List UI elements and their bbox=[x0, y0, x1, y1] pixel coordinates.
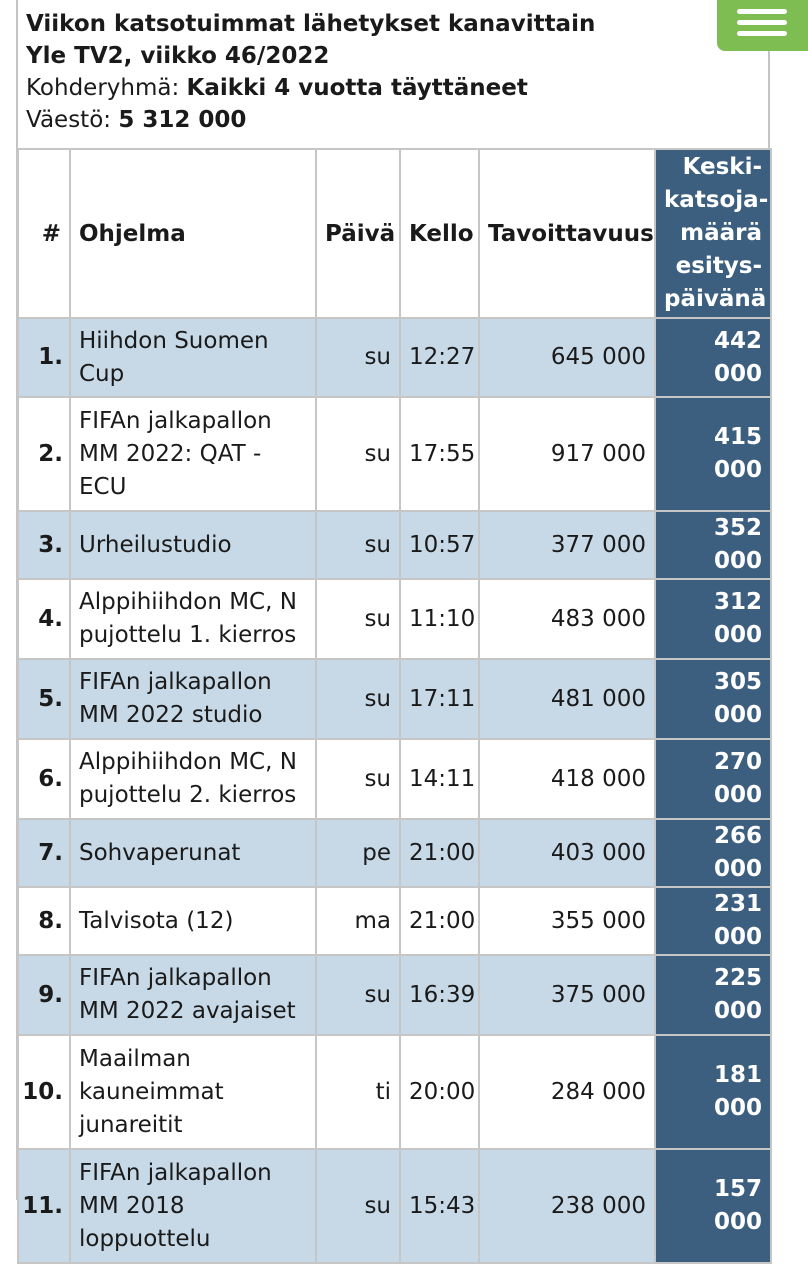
program-name-line: Alppihiihdon MC, N bbox=[79, 589, 297, 615]
day-cell: su bbox=[316, 659, 400, 739]
program-name-line: Alppihiihdon MC, N bbox=[79, 749, 297, 775]
day-cell: su bbox=[316, 955, 400, 1035]
day-cell: su bbox=[316, 1149, 400, 1263]
program-name-line: MM 2018 bbox=[79, 1192, 185, 1219]
table-row bbox=[18, 318, 771, 397]
time-cell: 14:11 bbox=[400, 739, 479, 819]
average-viewers-cell: 305 000 bbox=[655, 659, 771, 739]
program-name-line: ECU bbox=[79, 473, 127, 500]
avg-header-line: määrä bbox=[680, 220, 762, 246]
table-row bbox=[18, 659, 771, 739]
population bbox=[26, 104, 716, 136]
reach-cell: 377 000 bbox=[479, 511, 655, 579]
rank-cell: 8. bbox=[18, 887, 70, 955]
program-cell bbox=[70, 819, 316, 887]
program-cell bbox=[70, 659, 316, 739]
average-viewers-cell: 181 000 bbox=[655, 1035, 771, 1149]
program-name-line: Talvisota (12) bbox=[79, 907, 234, 934]
program-name-line: pujottelu 1. kierros bbox=[79, 622, 297, 648]
rank-cell: 5. bbox=[18, 659, 70, 739]
rank-cell: 7. bbox=[18, 819, 70, 887]
reach-cell: 375 000 bbox=[479, 955, 655, 1035]
reach-cell: 355 000 bbox=[479, 887, 655, 955]
time-cell: 11:10 bbox=[400, 579, 479, 659]
program-cell bbox=[70, 511, 316, 579]
population-value: 5 312 000 bbox=[118, 107, 247, 133]
program-name-line: MM 2022 studio bbox=[79, 702, 263, 728]
ratings-table bbox=[17, 148, 772, 1264]
reach-cell: 917 000 bbox=[479, 397, 655, 511]
day-cell: ma bbox=[316, 887, 400, 955]
population-label: Väestö: bbox=[26, 107, 112, 133]
average-viewers-cell: 312 000 bbox=[655, 579, 771, 659]
menu-bar bbox=[737, 20, 787, 25]
report-title: Viikon katsotuimmat lähetykset kanavittain bbox=[26, 11, 596, 37]
reach-cell: 483 000 bbox=[479, 579, 655, 659]
program-cell bbox=[70, 955, 316, 1035]
rank-cell: 11. bbox=[18, 1149, 70, 1263]
program-name-line: kauneimmat bbox=[79, 1078, 224, 1105]
target-group bbox=[26, 72, 716, 104]
program-name-line: MM 2022 avajaiset bbox=[79, 998, 296, 1024]
average-viewers-cell: 352 000 bbox=[655, 511, 771, 579]
time-cell: 21:00 bbox=[400, 819, 479, 887]
table-row bbox=[18, 739, 771, 819]
menu-bar bbox=[737, 9, 787, 14]
program-name-line: junareitit bbox=[79, 1111, 183, 1138]
avg-header-line: Keski- bbox=[682, 154, 762, 180]
program-name-line: FIFAn jalkapallon bbox=[79, 1159, 272, 1186]
average-viewers-cell: 266 000 bbox=[655, 819, 771, 887]
reach-cell: 418 000 bbox=[479, 739, 655, 819]
rank-cell: 1. bbox=[18, 318, 70, 397]
time-cell: 20:00 bbox=[400, 1035, 479, 1149]
rank-cell: 9. bbox=[18, 955, 70, 1035]
report-subtitle: Yle TV2, viikko 46/2022 bbox=[26, 43, 330, 69]
rank-cell: 2. bbox=[18, 397, 70, 511]
time-cell: 17:55 bbox=[400, 397, 479, 511]
column-header-rank: # bbox=[18, 149, 70, 318]
time-cell: 17:11 bbox=[400, 659, 479, 739]
program-name-line: Sohvaperunat bbox=[79, 839, 241, 866]
day-cell: su bbox=[316, 318, 400, 397]
day-cell: ti bbox=[316, 1035, 400, 1149]
average-viewers-cell: 157 000 bbox=[655, 1149, 771, 1263]
average-viewers-cell: 270 000 bbox=[655, 739, 771, 819]
program-cell bbox=[70, 1035, 316, 1149]
program-cell bbox=[70, 579, 316, 659]
rank-cell: 10. bbox=[18, 1035, 70, 1149]
average-viewers-cell: 415 000 bbox=[655, 397, 771, 511]
program-cell bbox=[70, 887, 316, 955]
rank-cell: 4. bbox=[18, 579, 70, 659]
time-cell: 10:57 bbox=[400, 511, 479, 579]
time-cell: 12:27 bbox=[400, 318, 479, 397]
reach-cell: 284 000 bbox=[479, 1035, 655, 1149]
day-cell: pe bbox=[316, 819, 400, 887]
program-name-line: FIFAn jalkapallon bbox=[79, 669, 272, 695]
table-row bbox=[18, 819, 771, 887]
average-viewers-cell: 231 000 bbox=[655, 887, 771, 955]
program-cell bbox=[70, 739, 316, 819]
hamburger-menu-icon[interactable] bbox=[717, 0, 808, 51]
time-cell: 16:39 bbox=[400, 955, 479, 1035]
day-cell: su bbox=[316, 511, 400, 579]
column-header-program: Ohjelma bbox=[70, 149, 316, 318]
avg-header-line: esitys- bbox=[675, 253, 762, 279]
table-header-row bbox=[18, 149, 771, 318]
day-cell: su bbox=[316, 579, 400, 659]
report-header bbox=[26, 8, 716, 136]
table-row bbox=[18, 579, 771, 659]
program-name-line: loppuottelu bbox=[79, 1225, 211, 1252]
column-header-time: Kello bbox=[400, 149, 479, 318]
program-cell bbox=[70, 318, 316, 397]
table-row bbox=[18, 511, 771, 579]
rank-cell: 6. bbox=[18, 739, 70, 819]
reach-cell: 645 000 bbox=[479, 318, 655, 397]
reach-cell: 481 000 bbox=[479, 659, 655, 739]
table-row bbox=[18, 1149, 771, 1263]
program-name-line: FIFAn jalkapallon bbox=[79, 965, 272, 991]
avg-header-line: katsoja- bbox=[664, 187, 769, 213]
day-cell: su bbox=[316, 739, 400, 819]
column-header-day: Päivä bbox=[316, 149, 400, 318]
program-name-line: Maailman bbox=[79, 1045, 191, 1072]
program-name-line: Hiihdon Suomen bbox=[79, 327, 269, 354]
time-cell: 15:43 bbox=[400, 1149, 479, 1263]
reach-cell: 238 000 bbox=[479, 1149, 655, 1263]
average-viewers-cell: 225 000 bbox=[655, 955, 771, 1035]
day-cell: su bbox=[316, 397, 400, 511]
time-cell: 21:00 bbox=[400, 887, 479, 955]
target-group-value: Kaikki 4 vuotta täyttäneet bbox=[186, 75, 528, 101]
column-header-average bbox=[655, 149, 771, 318]
target-group-label: Kohderyhmä: bbox=[26, 75, 180, 101]
table-row bbox=[18, 887, 771, 955]
program-name-line: Cup bbox=[79, 360, 125, 387]
program-cell bbox=[70, 397, 316, 511]
program-name-line: pujottelu 2. kierros bbox=[79, 782, 297, 808]
avg-header-line: päivänä bbox=[664, 286, 767, 312]
reach-cell: 403 000 bbox=[479, 819, 655, 887]
menu-bar bbox=[737, 31, 787, 36]
program-name-line: MM 2022: QAT - bbox=[79, 440, 262, 467]
column-header-reach: Tavoittavuus bbox=[479, 149, 655, 318]
program-name-line: FIFAn jalkapallon bbox=[79, 407, 272, 434]
rank-cell: 3. bbox=[18, 511, 70, 579]
average-viewers-cell: 442 000 bbox=[655, 318, 771, 397]
table-row bbox=[18, 397, 771, 511]
program-name-line: Urheilustudio bbox=[79, 531, 232, 558]
program-cell bbox=[70, 1149, 316, 1263]
table-row bbox=[18, 955, 771, 1035]
table-row bbox=[18, 1035, 771, 1149]
